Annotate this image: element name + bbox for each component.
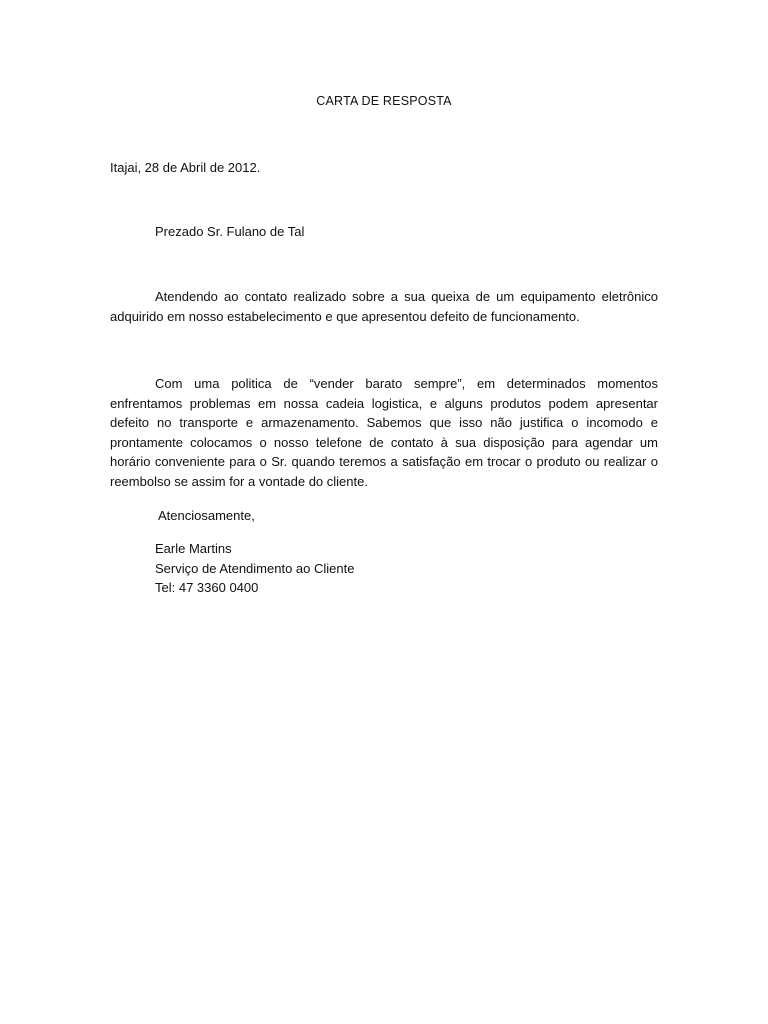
closing: Atenciosamente, — [158, 508, 255, 523]
paragraph-2: Com uma politica de “vender barato sempre”, em determinados momentos enfrentamos problemas em nossa cadeia logistica, e alguns produtos podem apresentar defeito no transporte e armazenamento. Sabemos que isso não justifica o incomodo e prontamente colocamos o nosso telefone de contato à sua disposição para agendar um horário conveniente para o Sr. quando teremos a satisfação em trocar o produto ou realizar o reembolso se assim for a vontade do cliente. — [110, 376, 658, 489]
letter-body — [110, 92, 658, 596]
date-line: Itajai, 28 de Abril de 2012. — [110, 160, 261, 175]
salutation: Prezado Sr. Fulano de Tal — [155, 224, 305, 239]
signer-name: Earle Martins — [155, 541, 232, 556]
signer-phone: Tel: 47 3360 0400 — [155, 580, 259, 596]
paragraph-1: Atendendo ao contato realizado sobre a sua queixa de um equipamento eletrônico adquirido em nosso estabelecimento e que apresentou defeito de funcionamento. — [110, 289, 658, 324]
signer-department: Serviço de Atendimento ao Cliente — [155, 560, 355, 576]
signature-block — [155, 539, 354, 598]
letter-title: CARTA DE RESPOSTA — [316, 94, 452, 108]
